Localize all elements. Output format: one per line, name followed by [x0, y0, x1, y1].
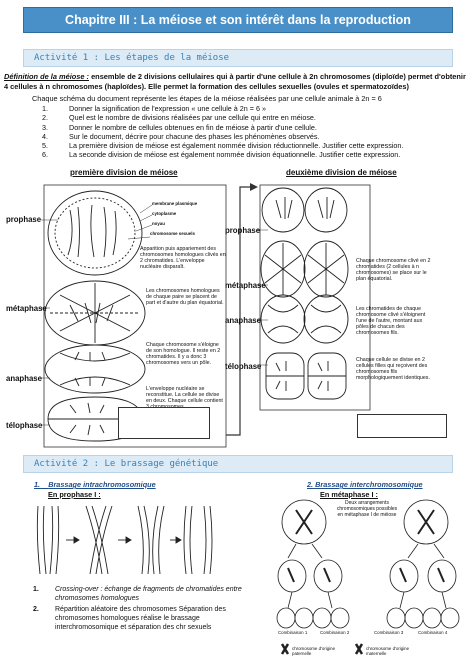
activity2-header	[23, 455, 453, 473]
phase-label-telophase-left: télophase	[6, 421, 43, 430]
anno-left-metaphase: Les chromosomes homologues de chaque paire se placent de part et d'autre du plan équatorial.	[146, 288, 224, 307]
answer-box-left	[118, 407, 210, 439]
activity1-title: Activité 1 : Les étapes de la méiose	[34, 53, 230, 63]
note-item: 2. Répartition aléatoire des chromosomes Séparation des chromosomes homologues réalise le brassage interchromosomique et séparation des chr sexuels	[33, 606, 226, 631]
definition-paragraph	[4, 72, 470, 91]
phase-label-prophase-left: prophase	[6, 215, 42, 224]
anno-cytoplasm: cytoplasme	[152, 211, 177, 216]
question-item: 2. Quel est le nombre de divisions réalisées par une cellule qui entre en méiose.	[42, 113, 316, 123]
diagram-caption: Deux arrangements chromosomiques possibles en métaphase I de méiose	[336, 500, 398, 519]
brassage-notes	[33, 585, 248, 634]
activity2-title: Activité 2 : Le brassage génétique	[34, 459, 219, 469]
anno-left-telophase: L'enveloppe nucléaire se reconstitue. La cellule se divise en deux. Chaque cellule contient	[146, 386, 223, 405]
phase-label-metaphase-left: métaphase	[6, 304, 47, 313]
anno-left-prophase: Apparition puis appariement des chromosomes homologues clivés en 2 chromatides. L'enveloppe nucléaire disparaît.	[140, 246, 226, 271]
phase-label-anaphase-left: anaphase	[6, 374, 42, 383]
combo-3: Combinaison 3	[374, 630, 404, 635]
answer-box-right	[357, 414, 447, 438]
phase-label-anaphase-right: anaphase	[225, 316, 261, 325]
phase-label-prophase-right: prophase	[225, 226, 261, 235]
combo-4: Combinaison 4	[418, 630, 448, 635]
phase-label-metaphase-right: métaphase	[225, 281, 266, 290]
question-item: 4. Sur le document, décrire pour chacune des phases les phénomènes observés.	[42, 131, 320, 141]
fig1-title: première division de méiose	[70, 168, 178, 177]
question-item: 1. Donner la signification de l'expression « une cellule à 2n = 6 »	[42, 104, 266, 113]
chapter-title-bar	[23, 7, 453, 33]
crossing-over-drawing	[30, 500, 215, 580]
anno-left-anaphase: Chaque chromosome s'éloigne de son homologue. Il reste en 2 chromatides. Il y a donc 3 chromosomes vers un pôle.	[146, 342, 221, 367]
sub2-phase: En métaphase I :	[320, 490, 378, 499]
fig2-title: deuxième division de méiose	[286, 168, 397, 177]
chapter-title: Chapitre III : La méiose et son intérêt dans la reproduction	[65, 13, 411, 27]
anno-right-telophase: Chaque cellule se divise en 2 cellules filles qui reçoivent des chromosomes fils morphologiquement identiques.	[356, 357, 430, 382]
activity1-header	[23, 49, 453, 67]
anno-membrane: membrane plasmique	[152, 201, 198, 206]
anno-sex-chromosomes: chromosome sexuels	[150, 231, 195, 236]
combo-1: Combinaison 1	[278, 630, 308, 635]
question-list	[42, 104, 462, 160]
anno-right-anaphase: Les chromatides de chaque chromosome clivé s'éloignent l'une de l'autre, montant aux pôles de chacun des chromosomes fils.	[356, 306, 426, 337]
question-item: 5. La première division de méiose est également nommée division réductionnelle. Justifier cette expression.	[42, 141, 404, 151]
anno-nucleus: noyau	[152, 221, 165, 226]
sub2-heading: 2. Brassage interchromosomique	[307, 480, 423, 489]
legend-paternal: chromosome d'origine paternelle	[292, 646, 336, 656]
question-item: 3. Donner le nombre de cellules obtenues en fin de méiose à partir d'une cellule.	[42, 122, 317, 132]
definition-lead: Définition de la méiose :	[4, 72, 90, 81]
anno-right-metaphase: Chaque chromosome clivé en 2 chromatides (2 cellules à n chromosomes) se place sur le plan équatorial.	[356, 258, 431, 283]
sub1-phase: En prophase I :	[48, 490, 101, 499]
intro-text: Chaque schéma du document représente les étapes de la méiose réalisées par une cellule animale à 2n = 6	[32, 94, 382, 103]
combo-2: Combinaison 2	[320, 630, 350, 635]
phase-label-telophase-right: télophase	[225, 362, 262, 371]
legend-maternal: chromosome d'origine maternelle	[366, 646, 410, 656]
definition-body: ensemble de 2 divisions cellulaires qui à partir d'une cellule à 2n chromosomes (diploïde) permet d'obtenir 4 cellules à n chromosomes (haploïdes). Elle permet la formation des cellules sexuelles (ovules et spermatozoïdes)	[4, 72, 466, 91]
sub1-heading: 1. Brassage intrachromosomique	[34, 480, 156, 489]
note-item: 1. Crossing-over : échange de fragments de chromatides entre chromosomes homologues	[33, 586, 242, 602]
question-item: 6. La seconde division de méiose est également nommée division équationnelle. Justifier cette expression.	[42, 150, 401, 160]
